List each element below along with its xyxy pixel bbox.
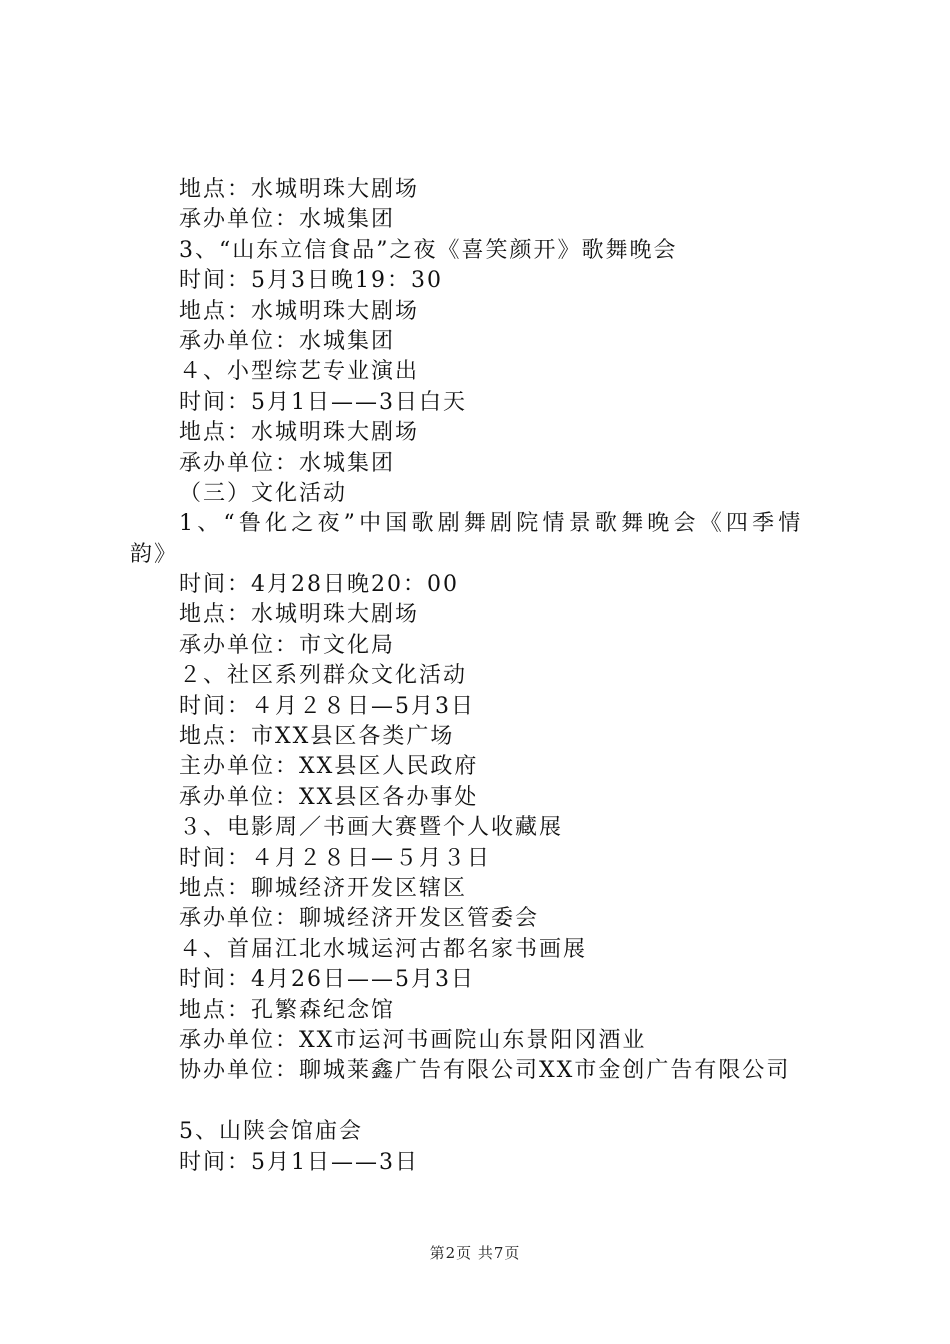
- text-line: 协办单位：聊城莱鑫广告有限公司XX市金创广告有限公司: [179, 1058, 791, 1084]
- text-line: 地点：聊城经济开发区辖区: [179, 875, 468, 901]
- section-item-heading: 5、山陕会馆庙会: [179, 1119, 363, 1145]
- text-line: 地点：水城明珠大剧场: [179, 177, 420, 202]
- text-line: 时间：４月２８日—5月3日: [179, 693, 475, 719]
- text-line: 地点：水城明珠大剧场: [179, 298, 420, 324]
- text-line: 地点：水城明珠大剧场: [179, 602, 420, 628]
- text-line: 承办单位：市文化局: [179, 632, 396, 658]
- page-number-footer: 第2页 共7页: [429, 1244, 521, 1262]
- text-line: 地点：孔繁森纪念馆: [179, 997, 396, 1023]
- text-line: 承办单位：水城集团: [179, 328, 396, 354]
- blank-line: [130, 1087, 840, 1117]
- text-line: 地点：水城明珠大剧场: [179, 420, 420, 446]
- section-item-heading: ４、小型综艺专业演出: [179, 359, 420, 385]
- section-item-heading: 3、“山东立信食品”之夜《喜笑颜开》歌舞晚会: [179, 237, 678, 263]
- text-line: 时间：4月28日晚20：00: [179, 572, 459, 598]
- text-line: 时间：5月3日晚19：30: [179, 268, 443, 294]
- text-line: 承办单位：水城集团: [179, 450, 396, 476]
- section-item-heading: ３、电影周／书画大赛暨个人收藏展: [179, 815, 564, 841]
- text-line: 主办单位：XX县区人民政府: [179, 754, 479, 780]
- text-line: 承办单位：XX市运河书画院山东景阳冈酒业: [179, 1027, 647, 1053]
- section-item-heading: 1、“鲁化之夜”中国歌剧舞剧院情景歌舞晚会《四季情: [179, 511, 805, 537]
- text-line: 承办单位：聊城经济开发区管委会: [179, 906, 540, 932]
- section-heading: （三）文化活动: [179, 480, 348, 506]
- text-line: 承办单位：水城集团: [179, 207, 396, 233]
- text-line: 时间：４月２８日—５月３日: [179, 845, 492, 871]
- text-line: 时间：5月1日——3日: [179, 1149, 419, 1175]
- section-item-heading: ２、社区系列群众文化活动: [179, 663, 468, 689]
- text-line: 地点：市XX县区各类广场: [179, 724, 455, 750]
- document-body: [130, 175, 840, 1178]
- section-item-heading: ４、首届江北水城运河古都名家书画展: [179, 936, 588, 962]
- text-line: 承办单位：XX县区各办事处: [179, 784, 479, 810]
- text-line-continuation: 韵》: [130, 541, 179, 567]
- text-line: 时间：4月26日——5月3日: [179, 967, 475, 993]
- text-line: 时间：5月1日——3日白天: [179, 389, 467, 415]
